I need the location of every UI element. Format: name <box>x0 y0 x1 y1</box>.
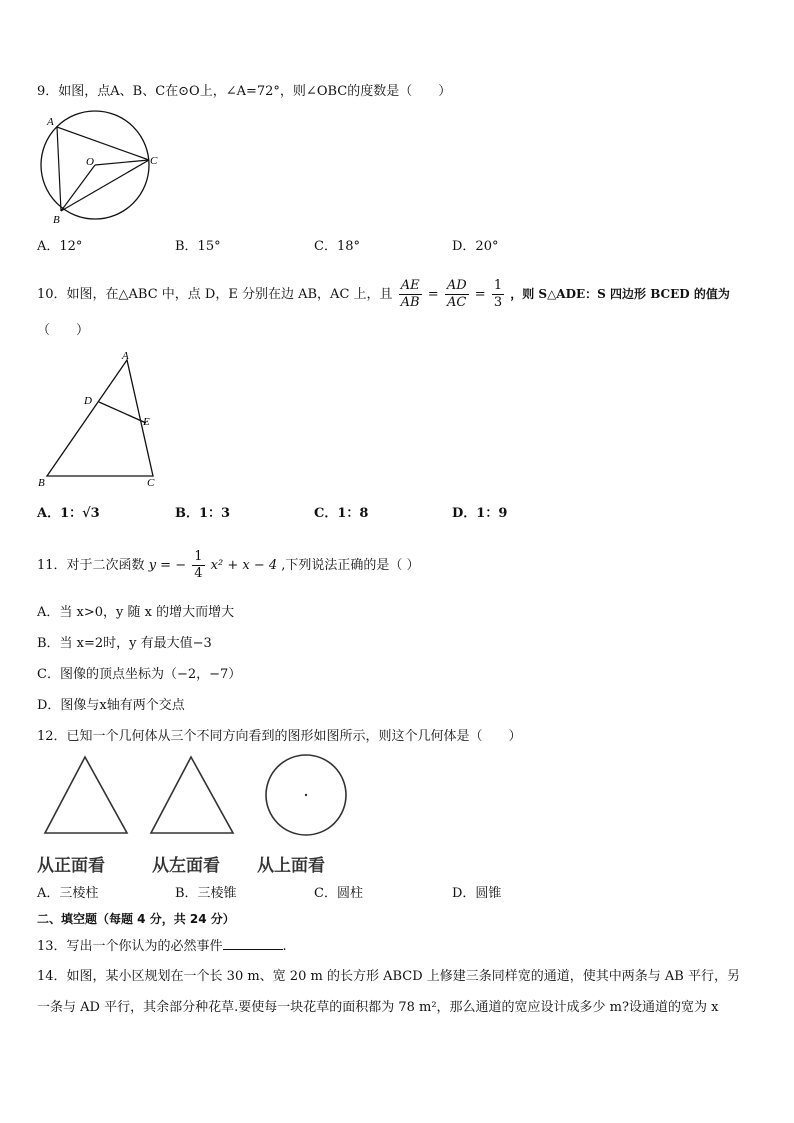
label-o: O <box>86 156 94 168</box>
q10-triangle-figure <box>35 348 175 488</box>
top-view-label: 从上面看 <box>257 856 325 876</box>
triangle-abc <box>47 360 153 476</box>
q10-suffix: ，则 S△ADE：S 四边形 BCED 的值为 <box>510 287 730 301</box>
q11-option-d[interactable]: D．图像与x轴有两个交点 <box>37 698 185 713</box>
q9-option-d[interactable]: D．20° <box>452 239 499 254</box>
front-view-label: 从正面看 <box>37 856 105 876</box>
label-a: A <box>47 116 54 128</box>
fraction-ad-ac: $\frac{AD}{AC}$ <box>446 278 467 310</box>
fraction-one-third: $\frac{1}{3}$ <box>493 278 503 310</box>
fraction-one-quarter: $\frac{1}{4}$ <box>194 549 203 581</box>
q13-end: . <box>282 939 287 954</box>
q11-prefix: 11．对于二次函数 <box>37 558 149 573</box>
fraction-ae-ab: $\frac{AE}{AB}$ <box>400 278 420 310</box>
segment-ac <box>57 127 149 160</box>
q11-function-rhs: x² + x − 4 <box>210 558 278 573</box>
section-heading: 二、填空题（每题 4 分，共 24 分） <box>37 912 235 926</box>
segment-bc <box>61 160 149 211</box>
q11-option-b[interactable]: B．当 x=2时，y 有最大值−3 <box>37 636 212 651</box>
q12-text: 12．已知一个几何体从三个不同方向看到的图形如图所示，则这个几何体是（ ） <box>37 729 522 744</box>
q9-circle-figure <box>35 112 165 227</box>
top-view-circle <box>262 753 352 843</box>
q12-option-c[interactable]: C．圆柱 <box>314 886 363 901</box>
q10-option-b[interactable]: B．1：3 <box>175 506 231 521</box>
left-view-triangle <box>148 753 238 835</box>
q13-answer-blank[interactable] <box>223 937 283 950</box>
q9-option-a[interactable]: A．12° <box>37 239 83 254</box>
q10-text <box>37 272 730 317</box>
q9-text: 9．如图，点A、B、C在⊙O上，∠A=72°，则∠OBC的度数是（ ） <box>37 84 452 99</box>
q11-text <box>37 546 420 586</box>
q12-option-a[interactable]: A．三棱柱 <box>37 886 99 901</box>
equals-sign: = <box>427 287 439 302</box>
q14-line2: 一条与 AD 平行，其余部分种花草.要使每一块花草的面积都为 78 m²，那么通道的宽应设计成多少 m?设通道的宽为 x <box>37 1000 719 1015</box>
q14-line1: 14．如图，某小区规划在一个长 30 m、宽 20 m 的长方形 ABCD 上修建三条同样宽的通道，使其中两条与 AB 平行，另 <box>37 969 740 984</box>
equals-sign: = <box>474 287 486 302</box>
q13-prompt: 13．写出一个你认为的必然事件 <box>37 939 223 954</box>
q11-option-c[interactable]: C．图像的顶点坐标为（−2，−7） <box>37 667 242 682</box>
q13-text <box>37 937 287 956</box>
label-b: B <box>53 214 60 226</box>
q10-option-a[interactable]: A．1：√3 <box>37 506 100 521</box>
segment-ob <box>61 165 95 211</box>
q9-option-c[interactable]: C．18° <box>314 239 360 254</box>
q9-option-b[interactable]: B．15° <box>175 239 221 254</box>
front-view-triangle <box>42 753 132 835</box>
label-b: B <box>38 477 45 489</box>
q10-paren: （ ） <box>37 323 90 338</box>
q10-option-d[interactable]: D．1：9 <box>452 506 508 521</box>
q10-prefix: 10．如图，在△ABC 中，点 D，E 分别在边 AB，AC 上，且 <box>37 287 393 302</box>
label-c: C <box>147 477 155 489</box>
q12-option-b[interactable]: B．三棱锥 <box>175 886 237 901</box>
label-c: C <box>150 155 158 167</box>
q11-suffix: ,下列说法正确的是（ ） <box>281 558 420 573</box>
q12-option-d[interactable]: D．圆锥 <box>452 886 502 901</box>
left-view-label: 从左面看 <box>152 856 220 876</box>
segment-ab <box>57 127 61 211</box>
label-e: E <box>143 416 150 428</box>
q11-function-lhs: y = − <box>148 558 187 573</box>
label-d: D <box>84 395 92 407</box>
q11-option-a[interactable]: A．当 x>0，y 随 x 的增大而增大 <box>37 605 235 620</box>
label-a: A <box>122 350 129 362</box>
q10-option-c[interactable]: C．1：8 <box>314 506 369 521</box>
